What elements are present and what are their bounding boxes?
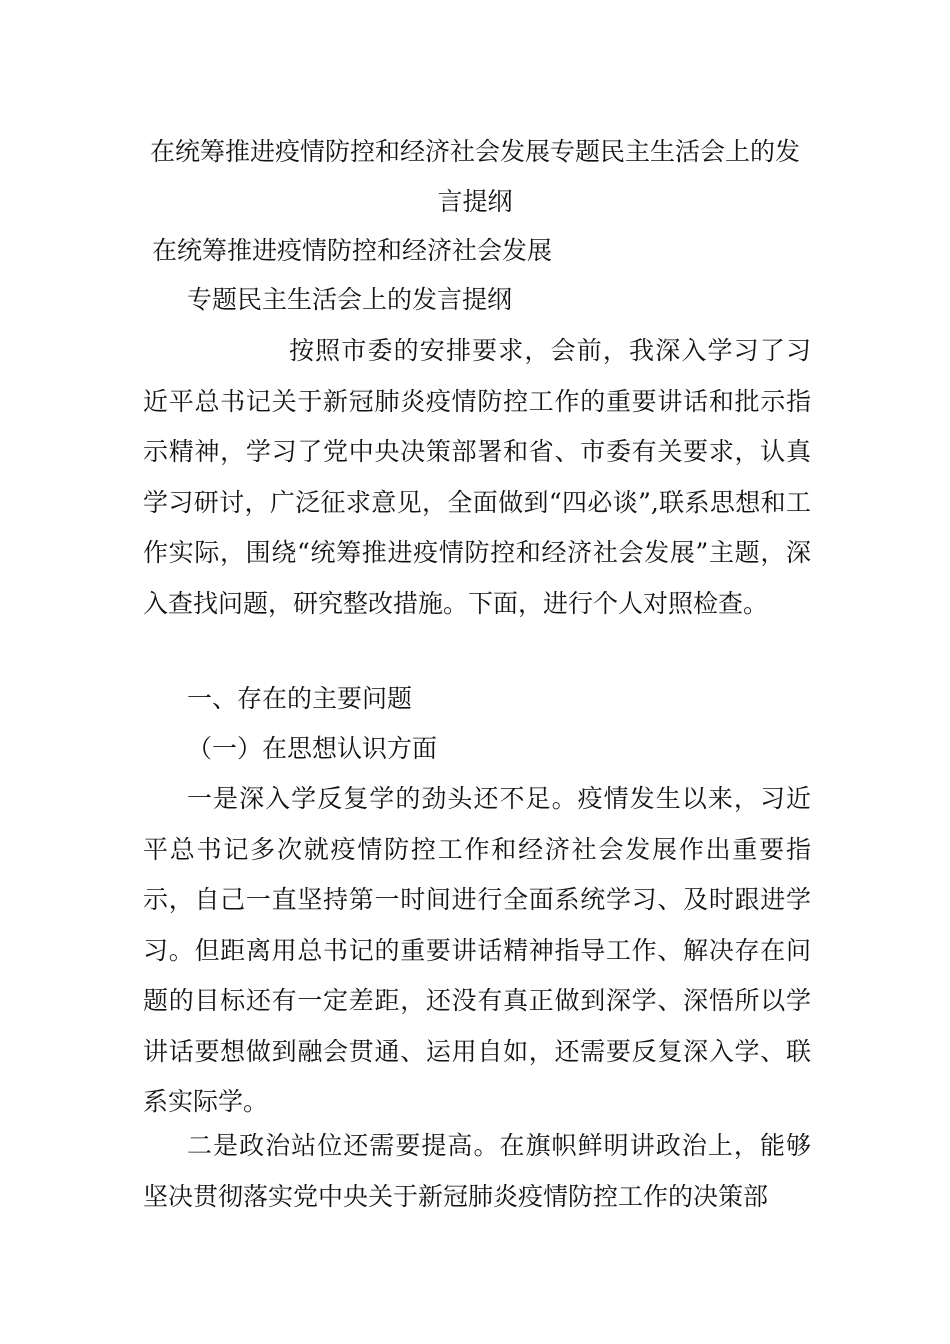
document-title: 在统筹推进疫情防控和经济社会发展专题民主生活会上的发言提纲 [149,137,800,216]
subtitle-line-1: 在统筹推进疫情防控和经济社会发展 [152,236,553,265]
subsection-heading: （一）在思想认识方面 [187,734,438,763]
paragraph-1: 一是深入学反复学的劲头还不足。疫情发生以来，习近平总书记多次就疫情防控工作和经济社会发展作出重要指示，自己一直坚持第一时间进行全面系统学习、及时跟进学习。但距离用总书记的重要讲话精神指导工作、解决存在问题的目标还有一定差距，还没有真正做到深学、深悟所以学讲话要想做到融会贯通、运用自如，还需要反复深入学、联系实际学。 [143,784,811,1116]
subtitle-line-2: 专题民主生活会上的发言提纲 [187,285,513,314]
section-heading: 一、存在的主要问题 [187,684,413,713]
intro-paragraph: 按照市委的安排要求，会前，我深入学习了习近平总书记关于新冠肺炎疫情防控工作的重要讲话和批示指示精神，学习了党中央决策部署和省、市委有关要求，认真学习研讨，广泛征求意见，全面做到“四必谈”,联系思想和工作实际，围绕“统筹推进疫情防控和经济社会发展”主题，深入查找问题，研究整改措施。下面，进行个人对照检查。 [143,336,811,618]
paragraph-2: 二是政治站位还需要提高。在旗帜鲜明讲政治上，能够坚决贯彻落实党中央关于新冠肺炎疫情防控工作的决策部 [143,1131,811,1211]
